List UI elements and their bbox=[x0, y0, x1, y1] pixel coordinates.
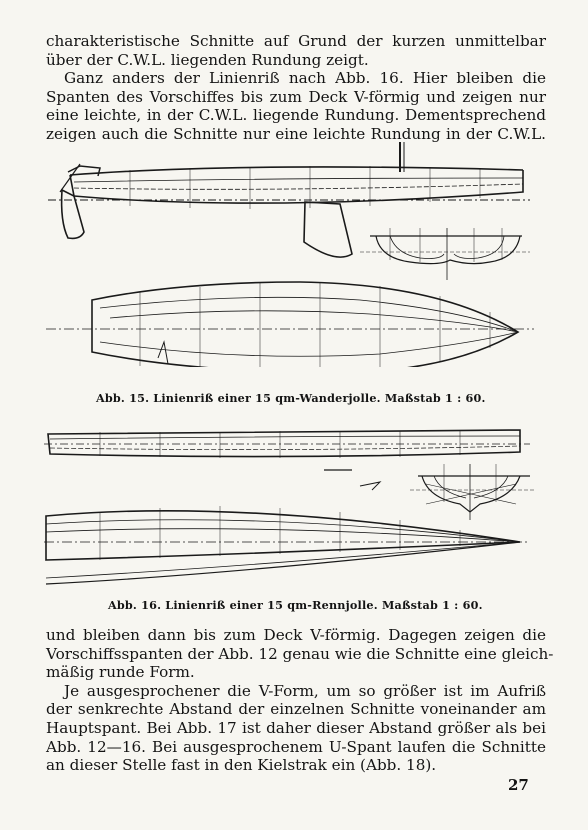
text-line: an dieser Stelle fast in den Kielstrak ein (Abb. 18). bbox=[46, 756, 437, 775]
text-line: Je ausgesprochener die V-Form, um so größer ist im Aufriß bbox=[64, 681, 546, 700]
waterline-curve-1 bbox=[100, 297, 518, 332]
page-number: 27 bbox=[508, 776, 529, 794]
hull-line-b bbox=[74, 184, 523, 189]
text-line: über der C.W.L. liegenden Rundung zeigt. bbox=[46, 50, 369, 69]
centreboard bbox=[304, 202, 352, 257]
text-line: mäßig runde Form. bbox=[46, 663, 195, 682]
text-line: Spanten des Vorschiffes bis zum Deck V-förmig und zeigen nur bbox=[46, 87, 546, 106]
annotation-arrow bbox=[360, 482, 380, 490]
plan-stations bbox=[140, 282, 490, 367]
profile-stations bbox=[100, 430, 460, 458]
text-line: Ganz anders der Linienriß nach Abb. 16. Hier bleiben die bbox=[64, 69, 546, 88]
text-line: charakteristische Schnitte auf Grund der kurzen unmittelbar bbox=[46, 32, 546, 50]
text-line: Hauptspant. Bei Abb. 17 ist daher dieser Abstand größer als bei bbox=[46, 718, 546, 737]
hull-bottom bbox=[70, 170, 523, 203]
hull-sheer bbox=[70, 167, 523, 175]
buttock-curve-2 bbox=[46, 542, 520, 578]
text-line: der senkrechte Abstand der einzelnen Schnitte voneinander am bbox=[46, 700, 546, 719]
profile-line-b bbox=[50, 446, 520, 450]
profile-line-a bbox=[50, 436, 520, 439]
deck-outline bbox=[46, 511, 520, 560]
text-line: eine leichte, in der C.W.L. liegende Rundung. Dementsprechend bbox=[46, 106, 546, 125]
body-plan bbox=[360, 228, 530, 280]
figure-15-caption: Abb. 15. Linienriß einer 15 qm-Wanderjolle. Maßstab 1 : 60. bbox=[96, 391, 486, 405]
text-line: zeigen auch die Schnitte nur eine leichte Rundung in der C.W.L. bbox=[46, 124, 546, 143]
hull-profile bbox=[48, 430, 520, 457]
bottom-paragraph bbox=[46, 626, 554, 775]
body-plan bbox=[410, 464, 534, 520]
deck-outline bbox=[92, 282, 518, 367]
keel-detail bbox=[158, 342, 168, 364]
hull-line-a bbox=[74, 178, 523, 182]
text-line: Abb. 12—16. Bei ausgesprochenem U-Spant laufen die Schnitte bbox=[46, 737, 546, 756]
figure-16-drawing bbox=[40, 424, 540, 592]
text-line: und bleiben dann bis zum Deck V-förmig. Dagegen zeigen die bbox=[46, 626, 546, 644]
text-line: Vorschiffsspanten der Abb. 12 genau wie die Schnitte eine gleich- bbox=[46, 644, 554, 663]
figure-16-caption: Abb. 16. Linienriß einer 15 qm-Rennjolle. Maßstab 1 : 60. bbox=[108, 598, 483, 612]
top-paragraph bbox=[46, 32, 546, 144]
figure-15-drawing bbox=[40, 142, 540, 367]
waterline-curve-2 bbox=[46, 529, 520, 542]
